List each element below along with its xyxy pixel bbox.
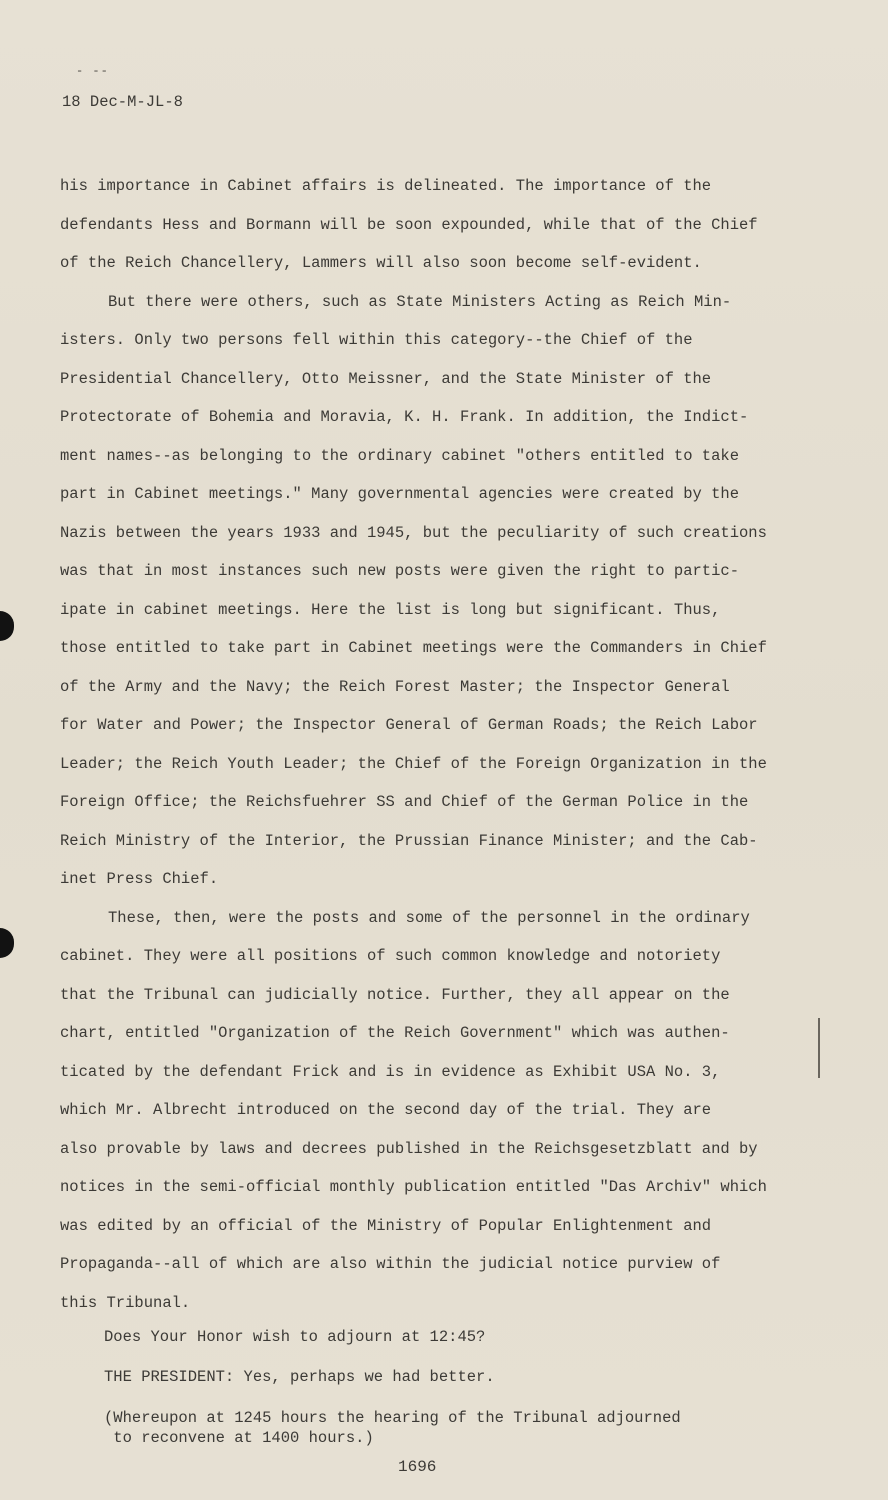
text-line: for Water and Power; the Inspector General of German Roads; the Reich Labor bbox=[60, 716, 758, 734]
text-line: was edited by an official of the Ministry of Popular Enlightenment and bbox=[60, 1216, 712, 1235]
text-line: Protectorate of Bohemia and Moravia, K. H. Frank. In addition, the Indict- bbox=[60, 408, 749, 426]
text-line: of the Army and the Navy; the Reich Forest Master; the Inspector General bbox=[60, 677, 730, 696]
adjournment-question: Does Your Honor wish to adjourn at 12:45? bbox=[104, 1328, 486, 1346]
document-reference: 18 Dec-M-JL-8 bbox=[62, 93, 183, 111]
binder-hole-bottom bbox=[0, 928, 14, 958]
text-line: part in Cabinet meetings." Many governmental agencies were created by the bbox=[60, 485, 740, 503]
text-line: notices in the semi-official monthly publication entitled "Das Archiv" which bbox=[60, 1178, 767, 1196]
binder-hole-top bbox=[0, 611, 14, 641]
adjournment-note-line: to reconvene at 1400 hours.) bbox=[104, 1429, 374, 1447]
text-line: that the Tribunal can judicially notice. Further, they all appear on the bbox=[60, 985, 730, 1004]
text-line: isters. Only two persons fell within this category--the Chief of the bbox=[60, 331, 693, 349]
text-line: this Tribunal. bbox=[60, 1293, 191, 1312]
text-line: also provable by laws and decrees published in the Reichsgesetzblatt and by bbox=[60, 1139, 758, 1158]
text-line: Reich Ministry of the Interior, the Prussian Finance Minister; and the Cab- bbox=[60, 831, 758, 850]
text-line: was that in most instances such new posts were given the right to partic- bbox=[60, 562, 740, 580]
page-number: 1696 bbox=[398, 1458, 437, 1476]
adjournment-note bbox=[104, 1408, 824, 1448]
president-reply: THE PRESIDENT: Yes, perhaps we had better. bbox=[104, 1368, 495, 1386]
text-line: Foreign Office; the Reichsfuehrer SS and Chief of the German Police in the bbox=[60, 793, 749, 811]
text-line: cabinet. They were all positions of such common knowledge and notoriety bbox=[60, 947, 721, 965]
text-line: defendants Hess and Bormann will be soon expounded, while that of the Chief bbox=[60, 215, 758, 234]
text-line: But there were others, such as State Ministers Acting as Reich Min- bbox=[108, 292, 732, 311]
text-line: ticated by the defendant Frick and is in evidence as Exhibit USA No. 3, bbox=[60, 1062, 721, 1081]
text-line: of the Reich Chancellery, Lammers will also soon become self-evident. bbox=[60, 254, 702, 272]
text-line: those entitled to take part in Cabinet meetings were the Commanders in Chief bbox=[60, 639, 767, 657]
text-line: which Mr. Albrecht introduced on the second day of the trial. They are bbox=[60, 1101, 712, 1119]
text-line: Propaganda--all of which are also within the judicial notice purview of bbox=[60, 1255, 721, 1273]
text-line: Nazis between the years 1933 and 1945, but the peculiarity of such creations bbox=[60, 523, 767, 542]
transcript-body bbox=[60, 167, 820, 1322]
text-line: ipate in cabinet meetings. Here the list is long but significant. Thus, bbox=[60, 600, 721, 619]
text-line: ment names--as belonging to the ordinary cabinet "others entitled to take bbox=[60, 446, 740, 465]
text-line: Presidential Chancellery, Otto Meissner, and the State Minister of the bbox=[60, 369, 712, 388]
text-line: These, then, were the posts and some of the personnel in the ordinary bbox=[108, 908, 750, 927]
text-line: Leader; the Reich Youth Leader; the Chief of the Foreign Organization in the bbox=[60, 754, 767, 773]
text-line: his importance in Cabinet affairs is delineated. The importance of the bbox=[60, 177, 712, 195]
adjournment-note-line: (Whereupon at 1245 hours the hearing of the Tribunal adjourned bbox=[104, 1409, 681, 1427]
text-line: inet Press Chief. bbox=[60, 870, 219, 888]
handwritten-mark: - -- bbox=[76, 64, 109, 78]
text-line: chart, entitled "Organization of the Reich Government" which was authen- bbox=[60, 1024, 730, 1042]
